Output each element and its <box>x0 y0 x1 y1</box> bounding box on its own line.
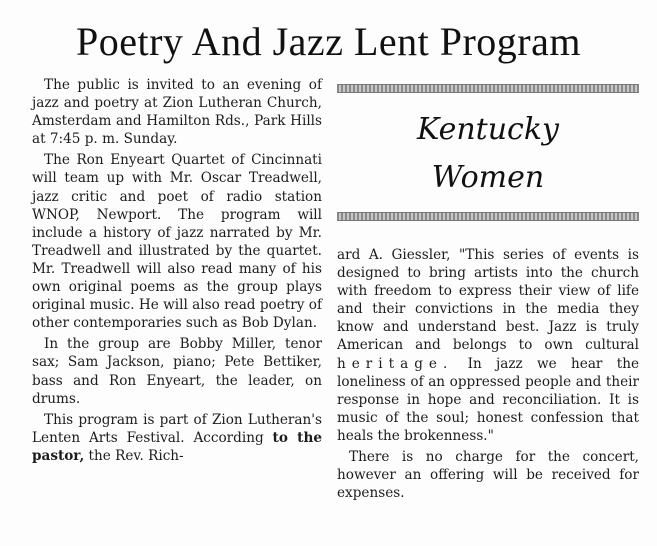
quote-text-end: In jazz we hear the loneliness of an oppressed people and their response in hope and reconciliation. It is music of the soul; honest confession that heals the brokenness." <box>337 355 639 444</box>
paragraph-charge: There is no charge for the concert, however an offering will be received for expenses. <box>337 449 639 502</box>
festival-text-bold: to the pastor, <box>32 429 322 464</box>
headline: Poetry And Jazz Lent Program <box>76 19 581 64</box>
quote-text-spaced: heritage. <box>337 355 454 372</box>
masthead-top-rule <box>337 84 639 93</box>
paragraph-invitation: The public is invited to an evening of jazz and poetry at Zion Lutheran Church, Amsterdam and Hamilton Rds., Park Hills at 7:45 p. m. Sunday. <box>32 77 322 148</box>
masthead-line-2: Women <box>431 160 545 195</box>
festival-text-end: the Rev. Rich- <box>84 447 184 464</box>
left-column <box>32 76 322 468</box>
masthead-bottom-rule <box>337 212 639 221</box>
paragraph-quote <box>337 246 639 445</box>
paragraph-members: In the group are Bobby Miller, tenor sax; Sam Jackson, piano; Pete Bettiker, bass and Ron Enyeart, the leader, on drums. <box>32 336 322 407</box>
masthead-line-1: Kentucky <box>417 112 559 147</box>
right-column <box>337 246 639 505</box>
paragraph-festival <box>32 411 322 465</box>
quote-text-start: ard A. Giessler, "This series of events is designed to bring artists into the church with freedom to express their view of life and their convictions in the media they know and understand best. Jazz is truly American and belongs to own cultural <box>337 247 639 354</box>
paragraph-quartet: The Ron Enyeart Quartet of Cincinnati will team up with Mr. Oscar Treadwell, jazz critic and poet of radio station WNOP, Newport. The program will include a history of jazz narrated by Mr. Treadwell and illustrated by the quartet. Mr. Treadwell will also read many of his own original poems as the group plays original music. He will also read poetry of other contemporaries such as Bob Dylan. <box>32 152 322 332</box>
festival-text-start: This program is part of Zion Lutheran's Lenten Arts Festival. According <box>32 411 322 446</box>
